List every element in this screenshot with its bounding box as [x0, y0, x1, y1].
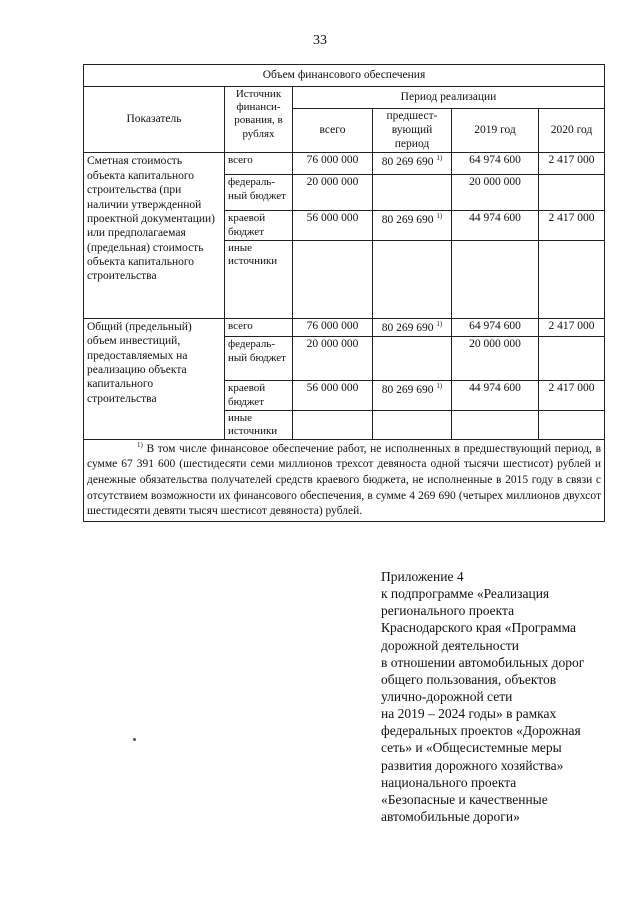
source-cell-value: федераль-ный бюджет — [228, 338, 286, 364]
source-cell-value: иные источники — [228, 241, 278, 267]
footnote-cell — [84, 440, 605, 521]
total-cell-value: 56 000 000 — [306, 382, 359, 395]
footnote-ref: 1) — [436, 319, 443, 328]
header-2020: 2020 год — [539, 109, 605, 153]
source-cell — [225, 240, 293, 318]
total-cell-value: 76 000 000 — [306, 319, 359, 332]
year-2019-cell — [452, 211, 539, 240]
prev-period-cell-value: 80 269 690 — [381, 384, 434, 397]
total-cell — [293, 318, 373, 337]
year-2020-cell-value: 2 417 000 — [548, 212, 595, 225]
source-cell — [225, 153, 293, 175]
appendix-line: Приложение 4 — [381, 569, 464, 584]
appendix-line: дорожной деятельности — [381, 637, 519, 653]
year-2019-cell-value: 64 974 600 — [469, 154, 521, 167]
total-cell — [293, 240, 373, 318]
year-2019-cell-value: 44 974 600 — [469, 382, 521, 395]
year-2019-cell-value: 44 974 600 — [469, 212, 521, 225]
total-cell — [293, 337, 373, 381]
total-cell-value: 20 000 000 — [306, 176, 359, 189]
year-2020-cell — [539, 337, 605, 381]
total-cell — [293, 153, 373, 175]
prev-period-cell-value: 80 269 690 — [381, 321, 434, 334]
prev-period-cell — [373, 211, 452, 240]
year-2020-cell — [539, 410, 605, 439]
appendix-line: регионального проекта — [381, 603, 515, 619]
year-2020-cell — [539, 211, 605, 240]
source-cell-value: федераль-ный бюджет — [228, 176, 286, 202]
header-period: Период реализации — [293, 87, 605, 109]
appendix-line: развития дорожного хозяйства» — [381, 757, 564, 773]
appendix-line: в отношении автомобильных дорог — [381, 654, 585, 670]
footnote-ref: 1) — [436, 382, 443, 391]
table-row — [84, 153, 605, 175]
footnote-row — [84, 440, 605, 521]
appendix-block — [381, 568, 616, 825]
footnote-mark-sup: 1) — [137, 441, 143, 450]
footnote-ref: 1) — [436, 154, 443, 163]
source-cell — [225, 175, 293, 211]
appendix-line: к подпрограмме «Реализация — [381, 586, 550, 602]
prev-period-cell — [373, 410, 452, 439]
total-cell — [293, 175, 373, 211]
appendix-line: «Безопасные и качественные — [381, 791, 548, 807]
total-cell — [293, 381, 373, 410]
appendix-line: Краснодарского края «Программа — [381, 620, 577, 636]
year-2020-cell-value: 2 417 000 — [548, 319, 595, 332]
table-title: Объем финансового обеспечения — [84, 65, 605, 87]
source-cell-value: всего — [228, 319, 253, 332]
page-number: 33 — [313, 33, 327, 48]
indicator-cell: Общий (предельный) объем инвестиций, предоставляемых на реализацию объекта капитального строительства — [84, 318, 225, 439]
header-total: всего — [293, 109, 373, 153]
header-source: Источник финанси-рования, в рублях — [225, 87, 293, 153]
year-2019-cell-value: 64 974 600 — [469, 319, 521, 332]
source-cell — [225, 381, 293, 410]
scan-speck — [133, 738, 136, 741]
footnote-ref: 1) — [436, 212, 443, 221]
source-cell — [225, 211, 293, 240]
prev-period-cell-value: 80 269 690 — [381, 156, 434, 169]
source-cell — [225, 337, 293, 381]
total-cell-value: 20 000 000 — [306, 338, 359, 351]
total-cell — [293, 410, 373, 439]
year-2019-cell — [452, 381, 539, 410]
prev-period-cell — [373, 381, 452, 410]
year-2019-cell-value: 20 000 000 — [469, 338, 521, 351]
year-2020-cell — [539, 153, 605, 175]
year-2020-cell-value: 2 417 000 — [548, 154, 595, 167]
year-2019-cell — [452, 175, 539, 211]
source-cell-value: всего — [228, 154, 253, 167]
prev-period-cell — [373, 318, 452, 337]
prev-period-cell — [373, 240, 452, 318]
year-2020-cell — [539, 240, 605, 318]
table-row — [84, 318, 605, 337]
appendix-line: на 2019 – 2024 годы» в рамках — [381, 706, 557, 722]
appendix-line: общего пользования, объектов — [381, 671, 557, 687]
footnote-text: В том числе финансовое обеспечение работ, не исполненных в предшествующий период, в сумме 67 391 600 (шестидесяти семи миллионов трехсот девяноста одной тысячи шестисот) рублей и денежные обязательства получателей средств краевого бюджета, не исполненные в 2015 году в связи с отсутствием возможности их финансового обеспечения, в сумме 4 269 690 (четырех миллионов двухсот шестидесяти девяти тысяч шестисот девяноста) рублей. — [87, 442, 602, 518]
year-2020-cell — [539, 175, 605, 211]
footnote-mark — [87, 443, 143, 455]
appendix-line: сеть» и «Общесистемные меры — [381, 740, 562, 756]
year-2019-cell — [452, 240, 539, 318]
header-prev-period: предшест-вующий период — [373, 109, 452, 153]
header-2019: 2019 год — [452, 109, 539, 153]
year-2019-cell — [452, 337, 539, 381]
year-2019-cell — [452, 153, 539, 175]
year-2019-cell — [452, 410, 539, 439]
source-cell-value: краевой бюджет — [228, 382, 266, 408]
indicator-cell: Сметная стоимость объекта капитального строительства (при наличии утвержденной проектной документации) или предполагаемая (предельная) стоимость объекта капитального строительства — [84, 153, 225, 318]
source-cell — [225, 410, 293, 439]
prev-period-cell — [373, 175, 452, 211]
year-2020-cell — [539, 318, 605, 337]
appendix-line: автомобильные дороги» — [381, 808, 520, 824]
source-cell — [225, 318, 293, 337]
prev-period-cell — [373, 337, 452, 381]
year-2020-cell-value: 2 417 000 — [548, 382, 595, 395]
prev-period-cell — [373, 153, 452, 175]
total-cell — [293, 211, 373, 240]
appendix-line: федеральных проектов «Дорожная — [381, 723, 581, 739]
year-2019-cell-value: 20 000 000 — [469, 176, 521, 189]
total-cell-value: 56 000 000 — [306, 212, 359, 225]
financing-table — [83, 64, 605, 522]
header-indicator: Показатель — [84, 87, 225, 153]
source-cell-value: краевой бюджет — [228, 212, 266, 238]
total-cell-value: 76 000 000 — [306, 154, 359, 167]
year-2020-cell — [539, 381, 605, 410]
appendix-line: улично-дорожной сети — [381, 688, 513, 704]
appendix-line: национального проекта — [381, 774, 517, 790]
source-cell-value: иные источники — [228, 411, 278, 437]
prev-period-cell-value: 80 269 690 — [381, 214, 434, 227]
year-2019-cell — [452, 318, 539, 337]
